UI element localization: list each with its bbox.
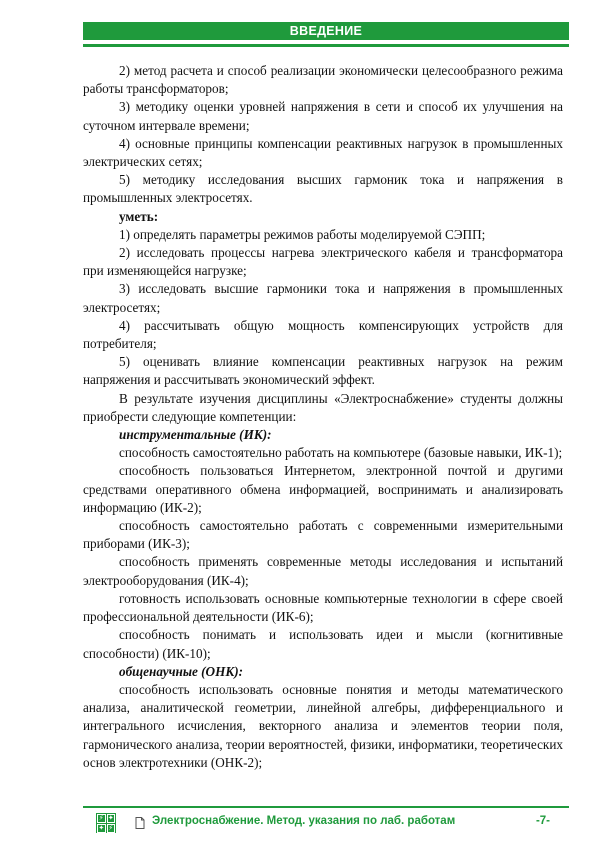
publisher-logo-icon: ⚡ ✦ ✦ ⚡ <box>96 813 116 833</box>
footer-divider <box>83 806 569 808</box>
ik-item: способность пользоваться Интернетом, электронной почтой и другими средствами оперативного обмена информацией, воспринимать и анализировать информацию (ИК-2); <box>83 463 563 515</box>
able-item: 4) рассчитывать общую мощность компенсирующих устройств для потребителя; <box>83 317 563 352</box>
know-item: 2) метод расчета и способ реализации экономически целесообразного режима работы трансформаторов; <box>83 63 563 97</box>
able-heading: уметь: <box>119 208 159 224</box>
page-number: -7- <box>535 815 550 827</box>
section-title: ВВЕДЕНИЕ <box>83 22 569 40</box>
able-item: 2) исследовать процессы нагрева электрического кабеля и трансформатора при изменяющейся нагрузке; <box>83 245 563 279</box>
able-item: 3) исследовать высшие гармоники тока и напряжения в промышленных электросетях; <box>83 281 563 315</box>
able-item: 1) определять параметры режимов работы моделируемой СЭПП; <box>119 226 486 242</box>
footer-title: Электроснабжение. Метод. указания по лаб. работам <box>152 815 456 827</box>
know-item: 4) основные принципы компенсации реактивных нагрузок в промышленных электрических сетях; <box>83 135 563 170</box>
ik-item: готовность использовать основные компьютерные технологии в сфере своей профессиональной деятельности (ИК-6); <box>83 590 563 625</box>
ik-item: способность понимать и использовать идеи и мысли (когнитивные способности) (ИК-10); <box>83 627 563 661</box>
ik-heading: инструментальные (ИК): <box>119 427 272 443</box>
ik-item: способность самостоятельно работать с современными измерительными приборами (ИК-3); <box>83 518 563 552</box>
competencies-intro: В результате изучения дисциплины «Электроснабжение» студенты должны приобрести следующие компетенции: <box>83 390 563 424</box>
ik-item: способность применять современные методы исследования и испытаний электрооборудования (ИК-4); <box>83 554 563 588</box>
know-item: 5) методику исследования высших гармоник тока и напряжения в промышленных электросетях. <box>83 172 563 206</box>
header-divider <box>83 44 569 47</box>
page-header <box>83 22 569 48</box>
know-item: 3) методику оценки уровней напряжения в сети и способ их улучшения на суточном интервале времени; <box>83 99 563 133</box>
document-icon <box>135 817 145 829</box>
page-content <box>83 62 563 772</box>
ik-item: способность самостоятельно работать на компьютере (базовые навыки, ИК-1); <box>119 445 563 461</box>
onk-item: способность использовать основные понятия и методы математического анализа, аналитической геометрии, линейной алгебры, дифференциального и интегрального исчисления, векторного анализа и элементов теории поля, гармонического анализа, теории вероятностей, физики, информатики, теоретических основ электротехники (ОНК-2); <box>83 681 563 770</box>
onk-heading: общенаучные (ОНК): <box>119 663 244 679</box>
able-item: 5) оценивать влияние компенсации реактивных нагрузок на режим напряжения и рассчитывать экономический эффект. <box>83 354 563 388</box>
